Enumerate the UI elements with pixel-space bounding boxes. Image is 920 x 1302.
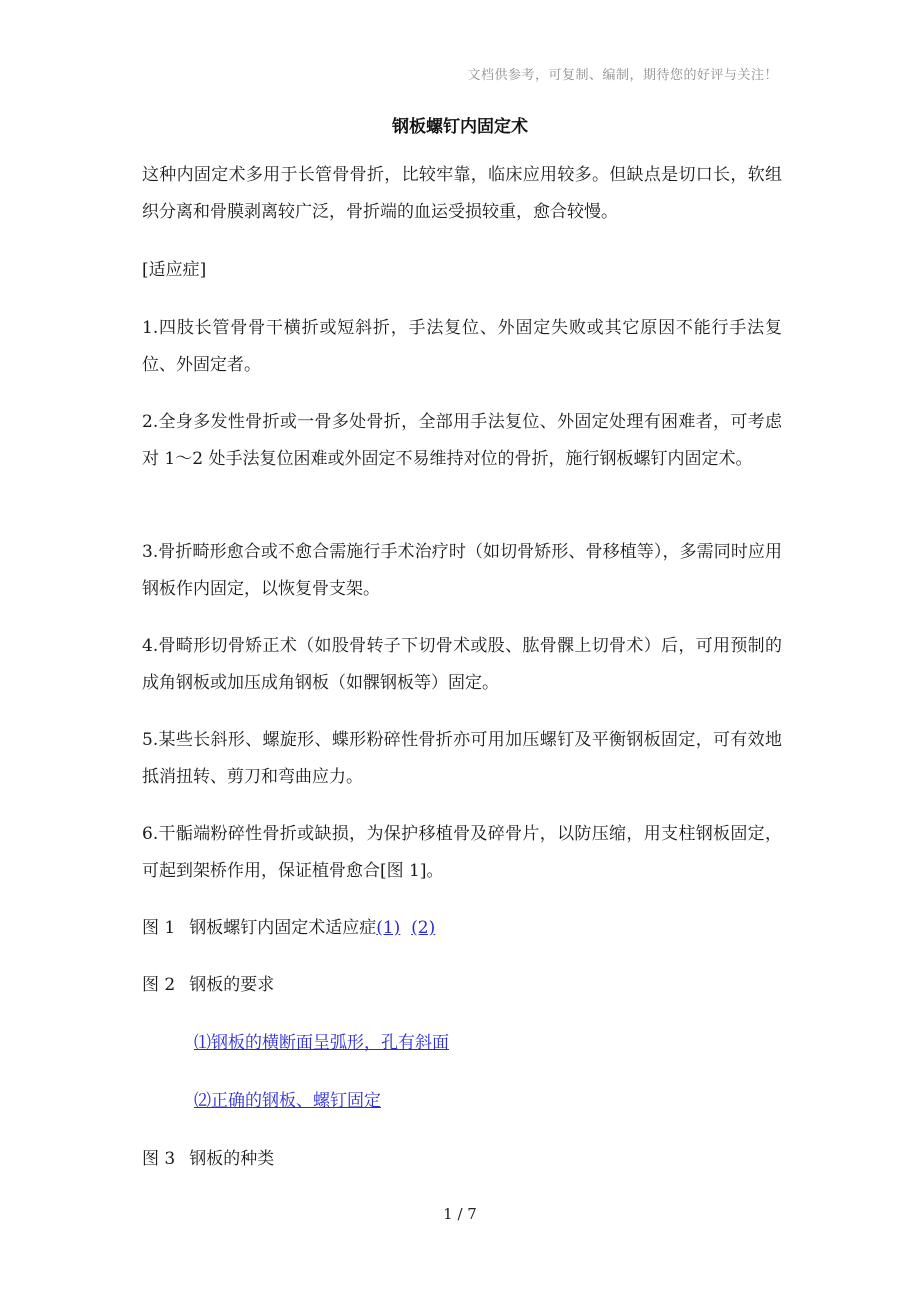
page-header-note: 文档供参考，可复制、编制，期待您的好评与关注！ (467, 68, 778, 83)
indication-item-3: 3.骨折畸形愈合或不愈合需施行手术治疗时（如切骨矫形、骨移植等），多需同时应用钢板作内固定，以恢复骨支架。 (142, 542, 782, 599)
figure-2-sublink-1-row (194, 1025, 449, 1062)
page-number: 1 / 7 (443, 1205, 477, 1223)
figure-1-link-1[interactable]: (1) (376, 918, 401, 938)
figure-2-sublink-1[interactable]: ⑴钢板的横断面呈弧形，孔有斜面 (194, 1033, 449, 1053)
figure-2-caption: 钢板的要求 (189, 975, 275, 995)
document-title: 钢板螺钉内固定术 (392, 117, 528, 137)
figure-2-sublink-2-row (194, 1083, 381, 1120)
figure-1-caption: 钢板螺钉内固定术适应症 (189, 918, 377, 938)
figure-2-sublink-2[interactable]: ⑵正确的钢板、螺钉固定 (194, 1091, 381, 1111)
figure-2-label: 图 2 (142, 975, 176, 995)
indication-item-4: 4.骨畸形切骨矫正术（如股骨转子下切骨术或股、肱骨髁上切骨术）后，可用预制的成角钢板或加压成角钢板（如髁钢板等）固定。 (142, 636, 782, 693)
figure-2-line (142, 967, 274, 1004)
figure-3-label: 图 3 (142, 1149, 176, 1169)
figure-1-label: 图 1 (142, 918, 176, 938)
indication-item-5: 5.某些长斜形、螺旋形、蝶形粉碎性骨折亦可用加压螺钉及平衡钢板固定，可有效地抵消扭转、剪刀和弯曲应力。 (142, 730, 782, 787)
figure-1-line (142, 910, 435, 947)
figure-3-line (142, 1141, 274, 1178)
figure-1-link-2[interactable]: (2) (411, 918, 436, 938)
intro-paragraph: 这种内固定术多用于长管骨骨折，比较牢靠，临床应用较多。但缺点是切口长，软组织分离和骨膜剥离较广泛，骨折端的血运受损较重，愈合较慢。 (142, 165, 782, 222)
indication-item-1: 1.四肢长管骨骨干横折或短斜折，手法复位、外固定失败或其它原因不能行手法复位、外固定者。 (142, 318, 782, 375)
indication-item-6: 6.干骺端粉碎性骨折或缺损，为保护移植骨及碎骨片，以防压缩，用支柱钢板固定，可起到架桥作用，保证植骨愈合[图 1]。 (142, 824, 782, 881)
indications-heading: [适应症] (142, 260, 207, 280)
indication-item-2: 2.全身多发性骨折或一骨多处骨折，全部用手法复位、外固定处理有困难者，可考虑对 1～2 处手法复位困难或外固定不易维持对位的骨折，施行钢板螺钉内固定术。 (142, 412, 782, 469)
figure-3-caption: 钢板的种类 (189, 1149, 275, 1169)
